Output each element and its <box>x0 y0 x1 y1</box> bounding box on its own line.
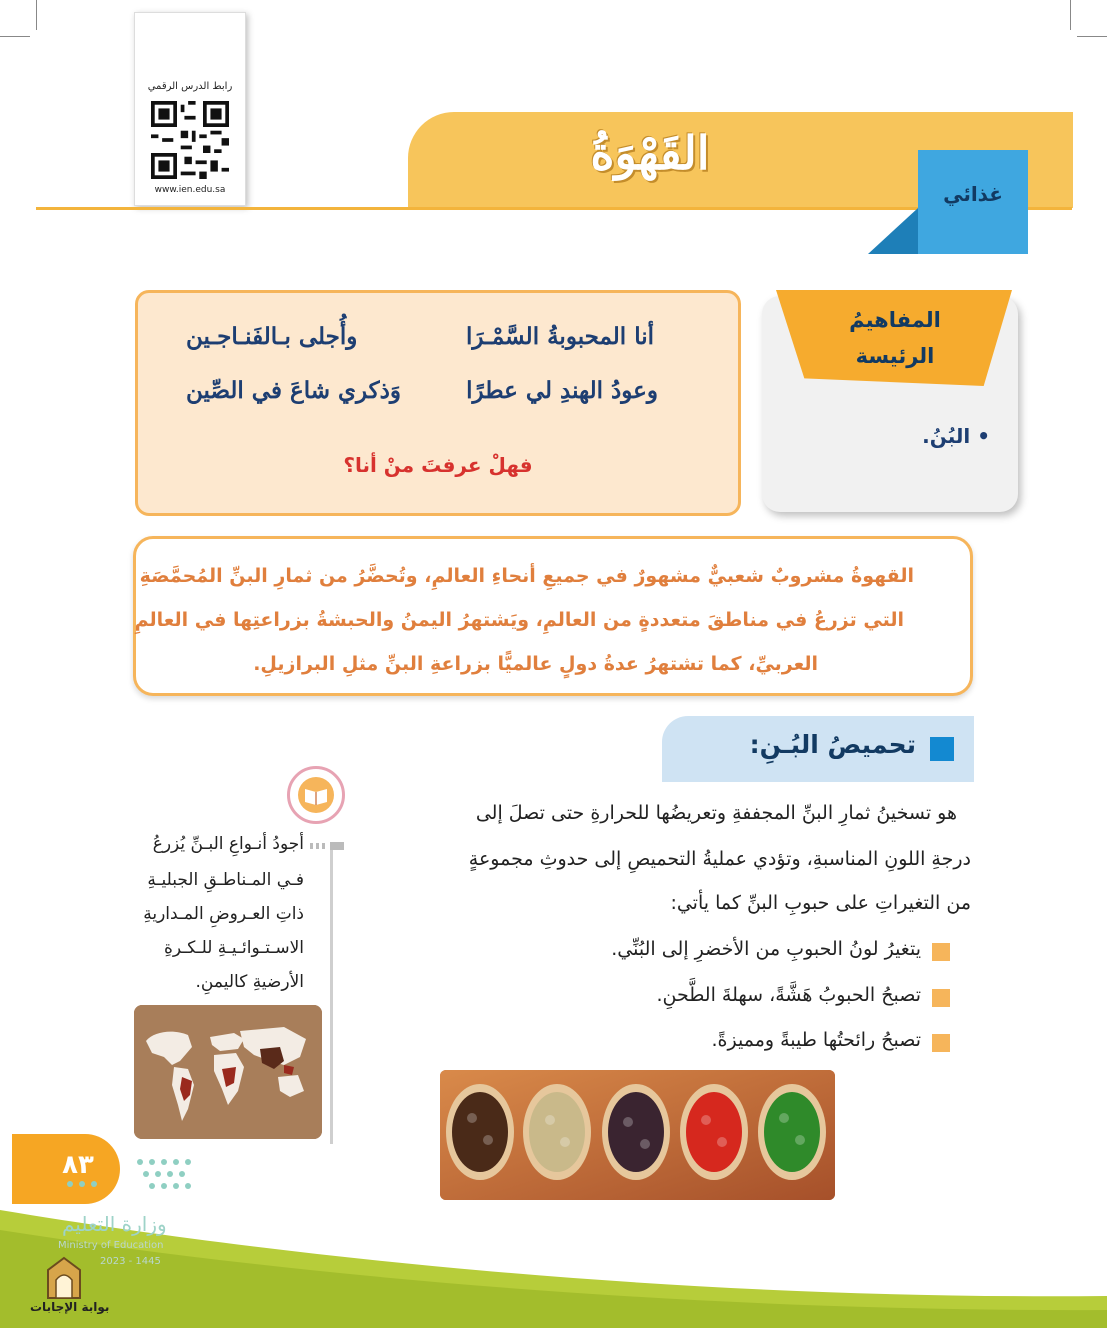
key-concept-item <box>790 424 990 448</box>
note-line-3: ذاتِ العـروضِ المـداريةِ <box>143 904 304 924</box>
key-concepts-title-line-2: الرئيسة <box>855 344 935 368</box>
crop-mark <box>36 0 37 30</box>
portal-logo-icon[interactable] <box>44 1256 84 1300</box>
key-concepts-title <box>790 302 1000 374</box>
ministry-year: 2023 - 1445 <box>100 1256 161 1267</box>
bullet-text-2: تصبحُ الحبوبُ هَشَّةً، سهلةَ الطَّحنِ. <box>656 984 921 1006</box>
intro-line-1: القهوةُ مشروبٌ شعبيٌّ مشهورٌ في جميعِ أنحاءِ العالمِ، وتُحضَّرُ من ثمارِ البنِّ المُحمَّصَةِ <box>139 565 914 587</box>
ministry-name-ar: وزارة التعليم <box>62 1212 167 1236</box>
coffee-beans-photo <box>440 1070 835 1200</box>
intro-line-2: التي تزرعُ في مناطقَ متعددةٍ من العالمِ، ويَشتهرُ اليمنُ والحبشةُ بزراعتِها في العالمِ <box>134 609 904 631</box>
bullet-dot: • <box>970 424 990 448</box>
note-pointer-icon <box>310 840 346 852</box>
poem-question: فهلْ عرفتَ منْ أنا؟ <box>343 453 533 477</box>
qr-code-icon[interactable] <box>151 101 229 179</box>
section-marker-icon <box>930 737 954 761</box>
body-line-2: درجةِ اللونِ المناسبةِ، وتؤدي عمليةُ التحميصِ إلى حدوثِ مجموعةٍ <box>468 848 971 870</box>
bullet-square-icon <box>932 989 950 1007</box>
lesson-title: القَهْوَةُ <box>590 126 710 180</box>
section-title: تحميصُ البُـنِ: <box>749 730 916 759</box>
page-number: ٨٣ <box>62 1150 94 1180</box>
poem-box <box>135 290 741 516</box>
note-line-5: الأرضيةِ كاليمنِ. <box>195 972 304 992</box>
poem-line-1-right: أنا المحبوبةُ السَّمْـرَا <box>466 323 654 350</box>
note-line-4: الاسـتـوائـيـةِ للـكـرةِ <box>163 938 304 958</box>
poem-line-2-right: وعودُ الهندِ لي عطرًا <box>466 377 658 404</box>
qr-title: رابط الدرس الرقمي <box>147 81 233 92</box>
bullet-text-1: يتغيرُ لونُ الحبوبِ من الأخضرِ إلى البُنِّي. <box>611 938 921 960</box>
note-line-2: فـي المـناطـقِ الجبليـةِ <box>147 870 304 890</box>
ministry-name-en: Ministry of Education <box>58 1240 164 1251</box>
unit-tag-fold <box>868 208 918 254</box>
poem-line-1-left: وأُجلى بـالفَنـاجـين <box>186 323 358 350</box>
crop-mark <box>1077 36 1107 37</box>
note-divider <box>330 842 333 1144</box>
unit-label: غذائي <box>943 182 1003 206</box>
qr-url[interactable]: www.ien.edu.sa <box>154 185 226 195</box>
key-concept-text: البُنُ. <box>922 424 971 448</box>
intro-line-3: العربيِّ، كما تشتهرُ عدةُ دولٍ عالميًّا بزراعةِ البنِّ مثلِ البرازيلِ. <box>253 653 818 675</box>
book-icon <box>287 766 345 824</box>
world-map-image <box>134 1005 322 1139</box>
qr-card[interactable] <box>134 12 246 206</box>
bullet-square-icon <box>932 1034 950 1052</box>
poem-line-2-left: وَذكري شاعَ في الصِّين <box>186 377 401 404</box>
crop-mark <box>0 36 30 37</box>
bullet-square-icon <box>932 943 950 961</box>
crop-mark <box>1070 0 1071 30</box>
intro-box <box>133 536 973 696</box>
ministry-logo-dots <box>60 1152 200 1198</box>
key-concepts-title-line-1: المفاهيمُ <box>849 308 941 332</box>
body-line-3: من التغيراتِ على حبوبِ البنِّ كما يأتي: <box>670 892 971 914</box>
body-line-1: هو تسخينُ ثمارِ البنِّ المجففةِ وتعريضُها للحرارةِ حتى تصلَ إلى <box>475 802 957 824</box>
note-line-1: أجودُ أنـواعِ البـنِّ يُزرعُ <box>152 834 304 854</box>
portal-name[interactable]: بوابة الإجابات <box>30 1300 110 1314</box>
bullet-text-3: تصبحُ رائحتُها طيبةً ومميزةً. <box>711 1029 921 1051</box>
